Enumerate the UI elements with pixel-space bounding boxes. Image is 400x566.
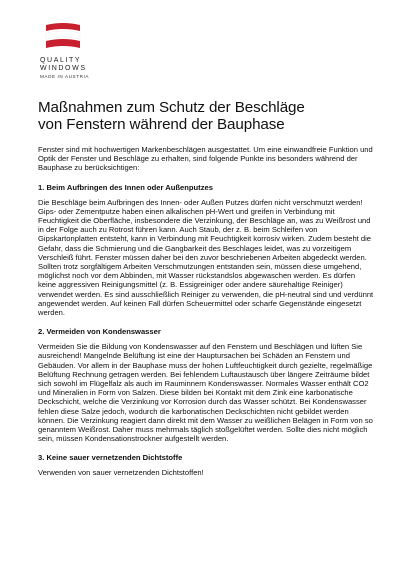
brand-tagline: MADE IN AUSTRIA <box>40 74 90 79</box>
document-body <box>38 145 374 485</box>
section-1-heading: 1. Beim Aufbringen des Innen oder Außenputzes <box>38 182 213 192</box>
section-2-heading: 2. Vermeiden von Kondenswasser <box>38 327 161 337</box>
section-3-body: Verwenden von sauer vernetzenden Dichtstoffen! <box>38 468 204 478</box>
quality-windows-logo <box>40 22 110 79</box>
section-1-body: Die Beschläge beim Aufbringen des Innen- oder Außen Putzes dürfen nicht verschmutzt werden! Gips- oder Zementputze haben einen alkalischen pH-Wert und greifen in Verbindung mit Feuchtigkeit die Oberfläche, insbesondere die Verzinkung, der Beschläge an, was zu Weißrost und in der Folge auch zu Rotrost führen kann. Auch Staub, der z. B. beim Schleifen von Gipskartonplatten entsteht, kann in Verbindung mit Feuchtigkeit korrosiv wirken. Zudem besteht die Gefahr, dass die Schmierung und die Gangbarkeit des Beschlages leidet, was zu vorzeitigem Verschleiß führt. Fenster müssen daher bei den zuvor beschriebenen Arbeiten abgedeckt werden. Sollten trotz sorgfältigem Arbeiten Verschmutzungen entstanden sein, müssen diese umgehend, möglichst noch vor dem Abbinden, mit Wasser rückstandslos abgewaschen werden. Es dürfen keine aggressiven Reinigungsmittel (z. B. Essigreiniger oder andere säurehaltige Reiniger) verwendet werden. Es sind ausschließlich Reiniger zu verwenden, die pH-neutral sind und verdünnt angewendet werden. Auf keinen Fall dürfen Scheuermittel oder scharfe Gegenstände eingesetzt werden. <box>38 197 374 318</box>
brand-line-1: QUALITY <box>40 57 82 64</box>
title-line-2: von Fenstern während der Bauphase <box>38 116 285 133</box>
section-3-heading: 3. Keine sauer vernetzenden Dichtstoffe <box>38 453 183 463</box>
intro-paragraph: Fenster sind mit hochwertigen Markenbeschlägen ausgestattet. Um eine einwandfreie Funktion und Optik der Fenster und Beschläge zu erhalten, sind folgende Punkte ins besonders während der Bauphase zu berücksichtigen: <box>38 145 373 173</box>
title-line-1: Maßnahmen zum Schutz der Beschläge <box>38 99 305 116</box>
section-2-body: Vermeiden Sie die Bildung von Kondenswasser auf den Fenstern und Beschlägen und lüften Sie ausreichend! Mangelnde Belüftung ist eine der Hauptursachen bei Schäden an Fenstern und Gebäuden. Vor allem in der Bauphase muss der hohen Luftfeuchtigkeit durch gezielte, regelmäßige Belüftung Rechnung getragen werden. Bei fehlendem Luftaustausch über längere Zeiträume bildet sich sowohl im Flügelfalz als auch im Rauminnern Kondenswasser. Normales Wasser enthält CO2 und Mineralien in Form von Salzen. Diese bilden bei Kontakt mit dem Zink eine karbonatische Deckschicht, welche die Verzinkung vor Korrosion durch das Wasser schützt. Bei Kondenswasser fehlen diese Salze jedoch, wodurch die karbonatischen Deckschichten nicht gebildet werden können. Die Verzinkung reagiert dann direkt mit dem Wasser zu weißlichen Belägen in Form von so genanntem Weißrost. Daher muss mehrmals täglich stoßgelüftet werden. Sollte dies nicht möglich sein, müssen Kondensationstrockner aufgestellt werden. <box>38 342 373 444</box>
flag-emblem-icon <box>44 22 82 52</box>
page-title <box>38 99 378 133</box>
brand-line-2: WINDOWS <box>40 65 87 72</box>
